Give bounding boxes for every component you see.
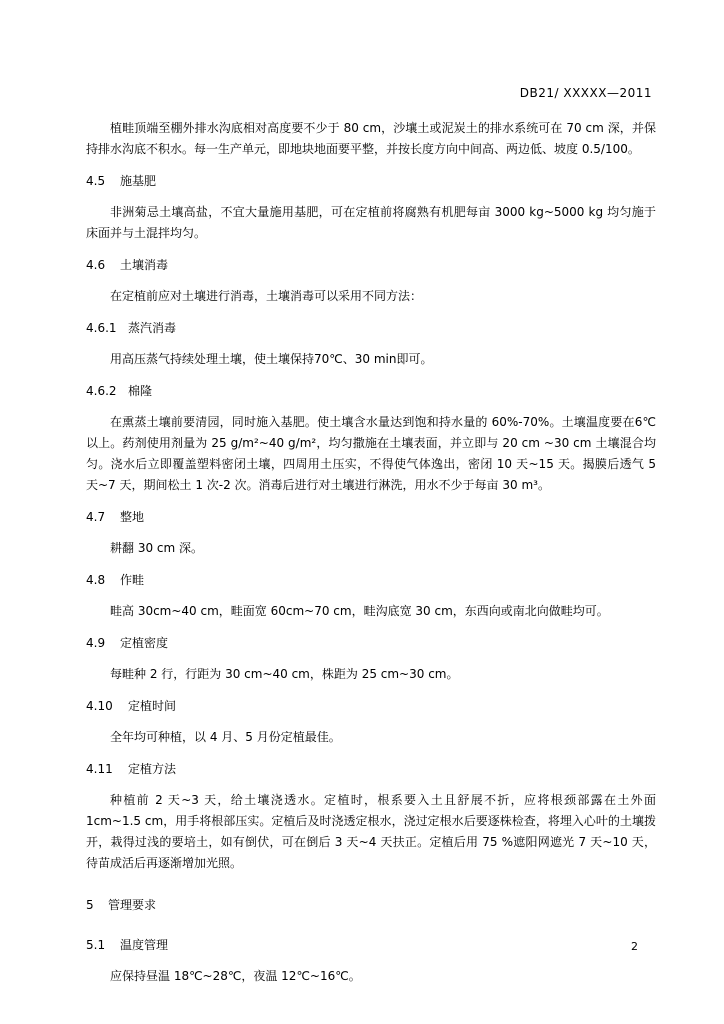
paragraph-bed-making: 畦高 30cm~40 cm，畦面宽 60cm~70 cm，畦沟底宽 30 cm，东西向或南北向做畦均可。 <box>110 604 609 618</box>
section-title: 棉隆 <box>128 384 153 398</box>
section-number: 5.1 <box>86 938 106 952</box>
section-number: 4.6 <box>86 258 106 272</box>
section-title: 施基肥 <box>120 174 157 188</box>
section-number: 4.6.2 <box>86 384 117 398</box>
section-title: 定植密度 <box>120 636 169 650</box>
paragraph-temperature: 应保持昼温 18℃~28℃，夜温 12℃~16℃。 <box>110 969 361 983</box>
paragraph-land-preparation: 耕翻 30 cm 深。 <box>110 541 204 555</box>
section-heading-4-6-2 <box>86 376 656 406</box>
section-title: 整地 <box>120 510 145 524</box>
paragraph-soil-disinfection: 在定植前应对土壤进行消毒，土壤消毒可以采用不同方法： <box>110 289 423 303</box>
section-title: 温度管理 <box>120 938 169 952</box>
paragraph-dazomet: 在熏蒸土壤前要清园，同时施入基肥。使土壤含水量达到饱和持水量的 60%-70%。土壤温度要在6℃以上。药剂使用剂量为 25 g/m²~40 g/m²，均匀撒施在土壤表面，并立即与 20 cm ~30 cm 土壤混合均匀。浇水后立即覆盖塑料密闭土壤，四周用土压实，不得使气体逸出，密闭 10 天~15 天。揭膜后透气 5 天~7 天，期间松土 1 次-2 次。消毒后进行对土壤进行淋洗，用水不少于每亩 30 m³。 <box>86 415 656 492</box>
section-heading-4-10 <box>86 691 656 721</box>
section-title: 土壤消毒 <box>120 258 169 272</box>
section-title: 作畦 <box>120 573 145 587</box>
section-heading-5 <box>86 890 656 920</box>
section-heading-4-6 <box>86 250 656 280</box>
spacer <box>86 920 656 930</box>
section-heading-5-1 <box>86 930 656 960</box>
section-number: 4.8 <box>86 573 106 587</box>
standard-code: DB21/ XXXXX—2011 <box>519 86 652 100</box>
section-number: 4.9 <box>86 636 106 650</box>
paragraph-steam-disinfection: 用高压蒸气持续处理土壤，使土壤保持70℃、30 min即可。 <box>110 352 433 366</box>
paragraph-drainage: 植畦顶端至棚外排水沟底相对高度要不少于 80 cm，沙壤土或泥炭土的排水系统可在 70 cm 深，并保持排水沟底不积水。每一生产单元，即地块地面要平整，并按长度方向中间高、两边低、坡度 0.5/100。 <box>86 121 656 156</box>
paragraph-base-fertilizer: 非洲菊忌土壤高盐，不宜大量施用基肥，可在定植前将腐熟有机肥每亩 3000 kg~5000 kg 均匀施于床面并与土混拌均匀。 <box>86 205 656 240</box>
section-number: 5 <box>86 898 94 912</box>
section-number: 4.5 <box>86 174 106 188</box>
section-title: 定植时间 <box>128 699 177 713</box>
section-heading-4-6-1 <box>86 313 656 343</box>
section-number: 4.10 <box>86 699 113 713</box>
spacer <box>86 880 656 890</box>
section-heading-4-11 <box>86 754 656 784</box>
section-heading-4-5 <box>86 166 656 196</box>
page-number: 2 <box>631 940 638 953</box>
section-heading-4-7 <box>86 502 656 532</box>
paragraph-planting-time: 全年均可种植，以 4 月、5 月份定植最佳。 <box>110 730 341 744</box>
section-heading-4-9 <box>86 628 656 658</box>
paragraph-planting-method: 种植前 2 天~3 天，给土壤浇透水。定植时，根系要入土且舒展不折，应将根颈部露在土外面 1cm~1.5 cm，用手将根部压实。定植后及时浇透定根水，浇过定根水后要逐株检查，将埋入心叶的土壤拨开，栽得过浅的要培土，如有倒伏，可在倒后 3 天~4 天扶正。定植后用 75 %遮阳网遮光 7 天~10 天，待苗成活后再逐渐增加光照。 <box>86 793 656 870</box>
section-number: 4.6.1 <box>86 321 117 335</box>
paragraph-planting-density: 每畦种 2 行，行距为 30 cm~40 cm，株距为 25 cm~30 cm。 <box>110 667 459 681</box>
section-title: 定植方法 <box>128 762 177 776</box>
section-title: 管理要求 <box>108 898 157 912</box>
section-number: 4.11 <box>86 762 113 776</box>
section-heading-4-8 <box>86 565 656 595</box>
document-body <box>86 112 656 993</box>
section-number: 4.7 <box>86 510 106 524</box>
section-title: 蒸汽消毒 <box>128 321 177 335</box>
